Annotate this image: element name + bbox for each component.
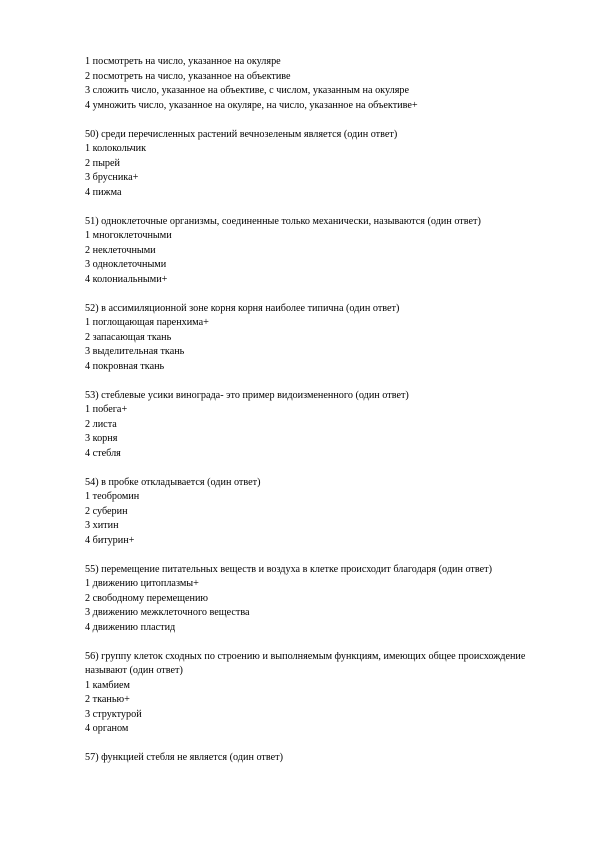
option-line: 1 поглощающая паренхима+ xyxy=(85,317,209,328)
option-line: 1 посмотреть на число, указанное на окуляре xyxy=(85,56,281,67)
option-line: 3 движению межклеточного вещества xyxy=(85,607,250,618)
question-block-51 xyxy=(85,215,555,288)
option-line: 1 камбием xyxy=(85,679,131,691)
document-content xyxy=(85,55,555,780)
question-block-57 xyxy=(85,751,555,766)
question-block-55 xyxy=(85,563,555,636)
option-line: 1 теобромин xyxy=(85,491,140,502)
question-text: 54) в пробке откладывается (один ответ) xyxy=(85,476,261,488)
option-line: 4 умножить число, указанное на окуляре, на число, указанное на объективе+ xyxy=(85,99,418,111)
option-line: 4 органом xyxy=(85,723,129,734)
option-line: 2 свободному перемещению xyxy=(85,592,209,604)
option-line: 2 тканью+ xyxy=(85,694,130,705)
question-text: 51) одноклеточные организмы, соединенные только механически, называются (один ответ) xyxy=(85,215,481,227)
option-line: 2 пырей xyxy=(85,157,121,169)
question-text: 50) среди перечисленных растений вечнозеленым является (один ответ) xyxy=(85,128,398,140)
question-text: 57) функцией стебля не является (один ответ) xyxy=(85,752,283,763)
question-text: 55) перемещение питательных веществ и воздуха в клетке происходит благодаря (один ответ) xyxy=(85,563,492,575)
option-line: 3 одноклеточными xyxy=(85,259,167,270)
option-line: 1 движению цитоплазмы+ xyxy=(85,578,199,589)
option-line: 2 листа xyxy=(85,418,117,430)
option-line: 4 покровная ткань xyxy=(85,360,165,372)
option-line: 2 посмотреть на число, указанное на объективе xyxy=(85,70,291,82)
question-text: 52) в ассимиляционной зоне корня корня наиболее типична (один ответ) xyxy=(85,302,400,314)
option-line: 3 хитин xyxy=(85,520,119,531)
option-line: 1 колокольчик xyxy=(85,143,147,154)
option-line: 1 побега+ xyxy=(85,404,128,415)
question-block-54 xyxy=(85,476,555,549)
question-block-53 xyxy=(85,389,555,462)
option-line: 4 стебля xyxy=(85,447,121,459)
option-line: 3 корня xyxy=(85,433,118,444)
question-text: 56) группу клеток сходных по строению и выполняемым функциям, имеющих общее происхождение называют (один ответ) xyxy=(85,650,526,676)
option-line: 3 сложить число, указанное на объективе, с числом, указанным на окуляре xyxy=(85,85,409,96)
option-line: 3 структурой xyxy=(85,708,142,720)
option-line: 3 выделительная ткань xyxy=(85,346,185,357)
option-line: 4 пижма xyxy=(85,186,122,198)
question-text: 53) стеблевые усики винограда- это пример видоизмененного (один ответ) xyxy=(85,389,409,401)
option-line: 2 запасающая ткань xyxy=(85,331,172,343)
intro-options-block xyxy=(85,55,555,113)
option-line: 4 колониальными+ xyxy=(85,273,168,285)
option-line: 4 движению пластид xyxy=(85,621,176,633)
question-block-56 xyxy=(85,650,555,737)
option-line: 2 неклеточными xyxy=(85,244,156,256)
question-block-52 xyxy=(85,302,555,375)
question-block-50 xyxy=(85,128,555,201)
option-line: 2 суберин xyxy=(85,505,128,517)
option-line: 3 брусника+ xyxy=(85,172,139,183)
option-line: 1 многоклеточными xyxy=(85,230,172,241)
option-line: 4 битурин+ xyxy=(85,534,135,546)
